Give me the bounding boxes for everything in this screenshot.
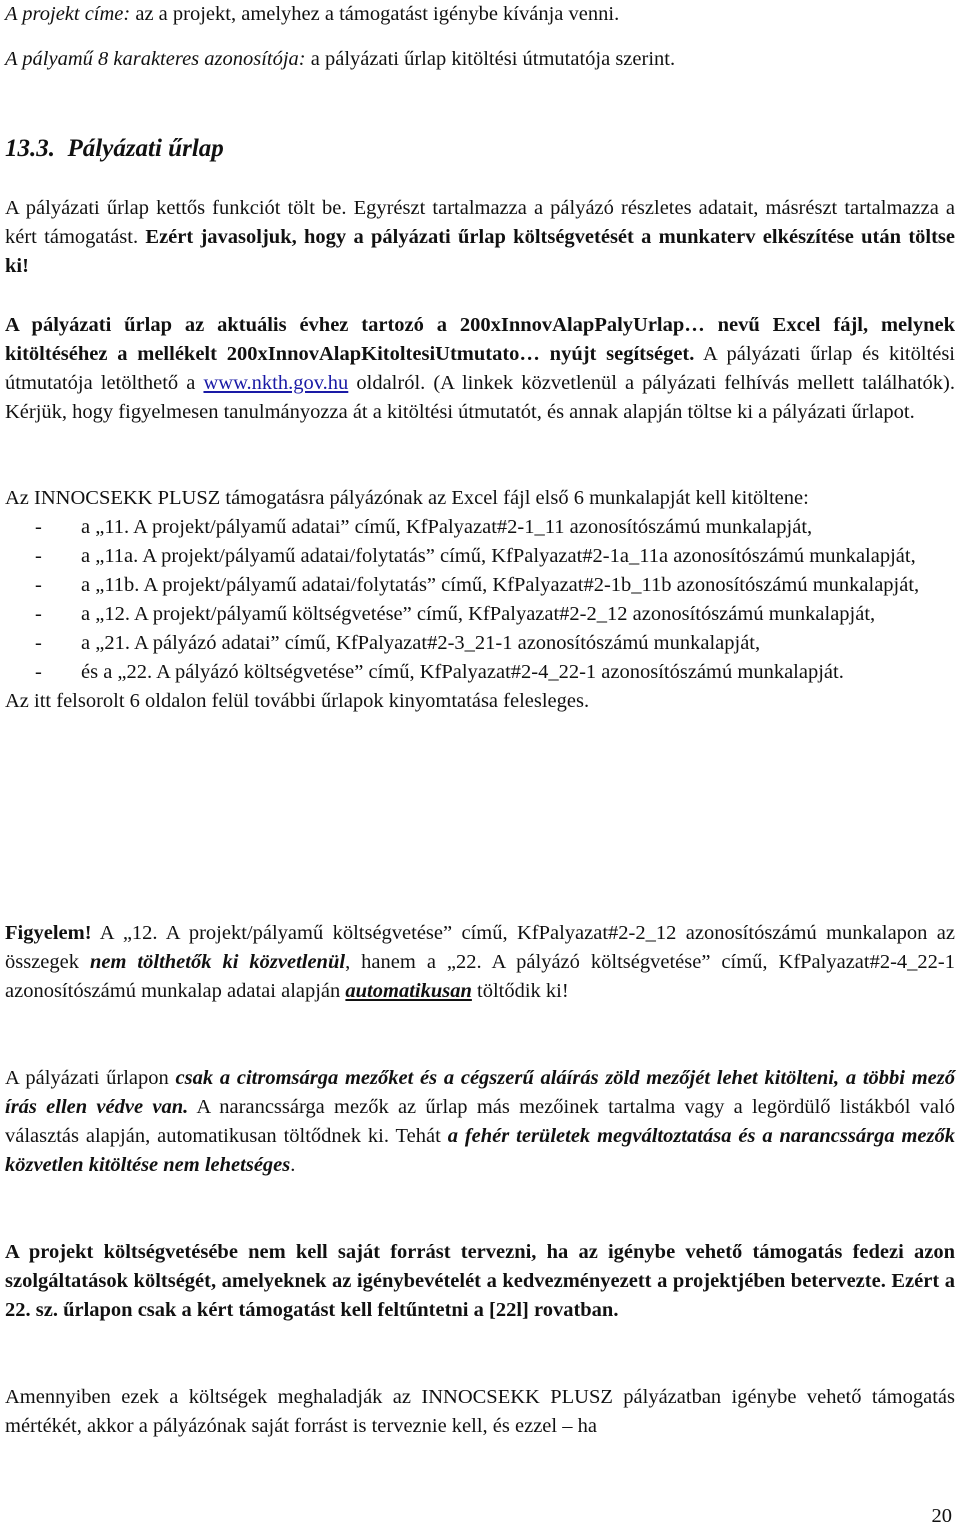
list-item: - a „12. A projekt/pályamű költségvetése” című, KfPalyazat#2-2_12 azonosítószámú munkalapját,	[35, 603, 876, 625]
list-item: - és a „22. A pályázó költségvetése” című, KfPalyazat#2-4_22-1 azonosítószámú munkalapját.	[35, 661, 844, 683]
paragraph-exceeding-costs: Amennyiben ezek a költségek meghaladják az INNOCSEKK PLUSZ pályázatban igénybe vehető támogatás mértékét, akkor a pályázónak saját forrást is terveznie kell, és ezzel – ha	[5, 1386, 955, 1437]
project-id-label: A pályamű 8 karakteres azonosítója:	[5, 48, 306, 70]
project-title-text: az a projekt, amelyhez a támogatást igénybe kívánja venni.	[130, 3, 620, 25]
paragraph-own-resources: A projekt költségvetésébe nem kell saját forrást tervezni, ha az igénybe vehető támogatás fedezi azon szolgáltatások költségét, amelyeknek az igénybevételét a kedvezményezett a projektjében betervezte. Ezért a 22. sz. űrlapon csak a kért támogatást kell feltűntetni a [22l] rovatban.	[5, 1241, 955, 1321]
paragraph-bold-text: A pályázati űrlap az aktuális évhez tartozó a 200xInnovAlapPalyUrlap… nevű Excel fájl, melynek kitöltéséhez a mellékelt 200xInnovAlapKitoltesiUtmutato… nyújt segítséget.	[5, 314, 955, 365]
project-id-text: a pályázati űrlap kitöltési útmutatója szerint.	[305, 48, 676, 70]
list-item: - a „21. A pályázó adatai” című, KfPalyazat#2-3_21-1 azonosítószámú munkalapját,	[35, 632, 761, 654]
list-item: - a „11. A projekt/pályamű adatai” című, KfPalyazat#2-1_11 azonosítószámú munkalapját,	[35, 516, 813, 538]
page-number: 20	[931, 1505, 952, 1527]
paragraph-bold-text: Ezért javasoljuk, hogy a pályázati űrlap költségvetését a munkaterv elkészítése után töltse ki!	[5, 226, 955, 277]
paragraph-text: A pályázati űrlap kettős funkciót tölt be. Egyrészt tartalmazza a pályázó részletes adatait, másrészt tartalmazza a kért támogatást.	[5, 197, 955, 248]
paragraph-text: A pályázati űrlap és kitöltési útmutatója letölthető a	[5, 343, 956, 394]
list-item: - a „11b. A projekt/pályamű adatai/folytatás” című, KfPalyazat#2-1b_11b azonosítószámú munkalapját,	[35, 574, 920, 596]
section-heading	[5, 134, 224, 164]
worksheet-intro: Az INNOCSEKK PLUSZ támogatásra pályázónak az Excel fájl első 6 munkalapját kell kitöltene:	[5, 487, 809, 509]
attention-label: Figyelem!	[5, 922, 92, 944]
nkth-website-link[interactable]: www.nkth.gov.hu	[203, 372, 349, 394]
worksheet-list	[5, 513, 955, 687]
paragraph-excel-file	[5, 311, 955, 427]
section-title: Pályázati űrlap	[67, 135, 224, 162]
project-id-line	[5, 45, 955, 74]
section-number: 13.3.	[5, 135, 55, 162]
worksheet-outro: Az itt felsorolt 6 oldalon felül további űrlapok kinyomtatása felesleges.	[5, 690, 590, 712]
paragraph-form-fields: A pályázati űrlapon csak a citromsárga mezőket és a cégszerű aláírás zöld mezőjét lehet kitölteni, a többi mező írás ellen védve van. A narancssárga mezők az űrlap más mezőinek tartalma vagy a legördülő listákból való választás alapján, automatikusan töltődnek ki. Tehát a fehér területek megváltoztatása és a narancssárga mezők közvetlen kitöltése nem lehetséges.	[5, 1067, 956, 1176]
project-title-line	[5, 0, 955, 29]
paragraph-dual-function	[5, 194, 955, 281]
paragraph-text: oldalról. (A linkek közvetlenül a pályázati felhívás mellett találhatók). Kérjük, hogy figyelmesen tanulmányozza át a kitöltési útmutatót, és annak alapján töltse ki a pályázati űrlapot.	[5, 372, 955, 423]
paragraph-attention: Figyelem! A „12. A projekt/pályamű költségvetése” című, KfPalyazat#2-2_12 azonosítószámú munkalapon az összegek nem tölthetők ki közvetlenül, hanem a „22. A pályázó költségvetése” című, KfPalyazat#2-4_22-1 azonosítószámú munkalap adatai alapján automatikusan töltődik ki!	[5, 922, 955, 1002]
project-title-label: A projekt címe:	[5, 3, 131, 25]
worksheet-section	[5, 484, 955, 716]
list-item: - a „11a. A projekt/pályamű adatai/folytatás” című, KfPalyazat#2-1a_11a azonosítószámú munkalapját,	[35, 545, 916, 567]
